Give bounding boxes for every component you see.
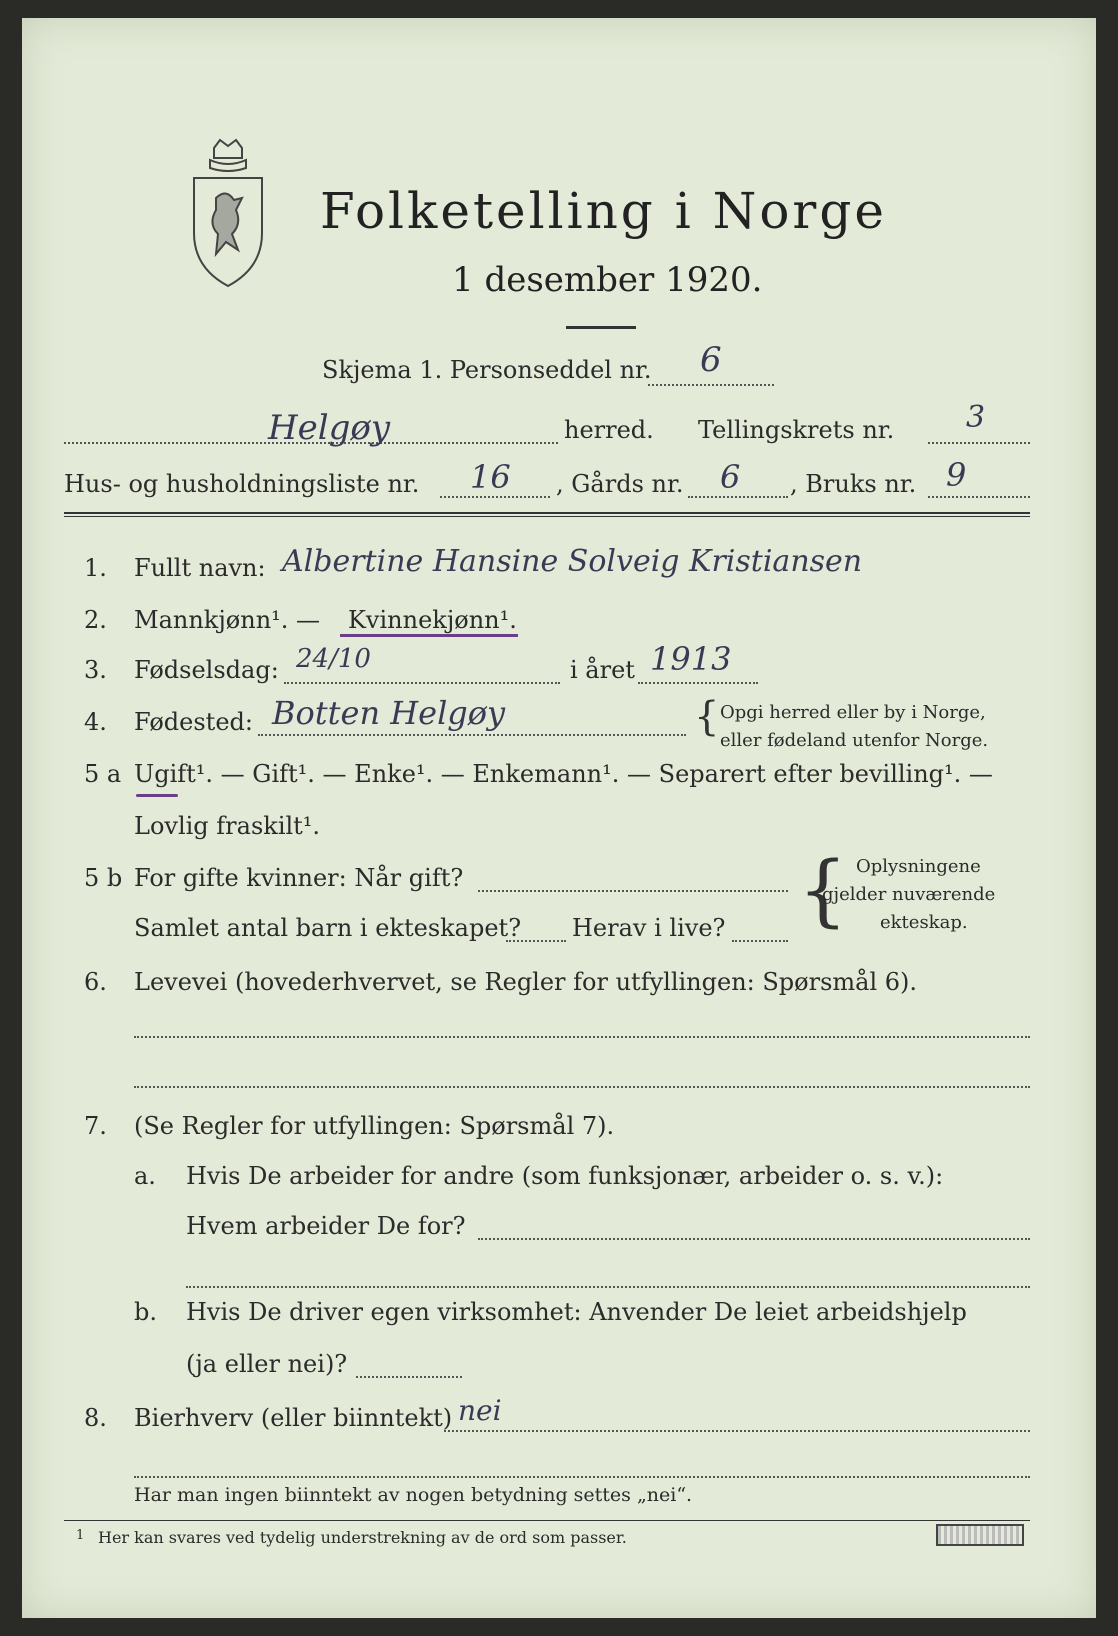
q2-label-male: Mannkjønn¹. — — [134, 606, 321, 634]
tellingskrets-value: 3 — [966, 400, 986, 435]
q3-birth-year: 1913 — [650, 640, 732, 678]
q3-birth-date: 24/10 — [296, 644, 371, 674]
q7a-label-2: Hvem arbeider De for? — [186, 1212, 466, 1240]
q5a-label: Ugift¹. — Gift¹. — Enke¹. — Enkemann¹. — Separert efter bevilling¹. — — [134, 760, 993, 788]
q3-line — [284, 682, 560, 684]
q4-number: 4. — [84, 708, 107, 736]
tellingskrets-line — [928, 442, 1030, 444]
q3-year-label: i året — [570, 656, 635, 684]
header-rule-2 — [64, 516, 1030, 517]
bruks-line — [928, 496, 1030, 498]
q6-label: Levevei (hovederhvervet, se Regler for utfyllingen: Spørsmål 6). — [134, 968, 918, 996]
q7a-label: Hvis De arbeider for andre (som funksjonær, arbeider o. s. v.): — [186, 1162, 944, 1190]
q6-number: 6. — [84, 968, 107, 996]
form-title: Folketelling i Norge — [320, 182, 887, 240]
q5b-married-line — [478, 890, 788, 892]
hus-label: Hus- og husholdningsliste nr. — [64, 470, 420, 498]
personseddel-number: 6 — [700, 340, 722, 380]
hus-value: 16 — [470, 458, 511, 496]
q8-value: nei — [458, 1394, 502, 1427]
q7a-letter: a. — [134, 1162, 156, 1190]
q4-birthplace: Botten Helgøy — [272, 694, 506, 732]
q4-brace: { — [694, 694, 720, 740]
skjema-line — [648, 384, 774, 386]
q3-number: 3. — [84, 656, 107, 684]
tellingskrets-label: Tellingskrets nr. — [698, 416, 895, 444]
herred-label: herred. — [564, 416, 654, 444]
footnote-mark: 1 — [76, 1528, 85, 1543]
q4-line — [258, 734, 686, 736]
q6-line-2 — [134, 1086, 1030, 1088]
q7-number: 7. — [84, 1112, 107, 1140]
gards-label: , Gårds nr. — [556, 470, 684, 498]
q5b-note-3: ekteskap. — [880, 912, 968, 933]
q5b-children-line — [506, 940, 566, 942]
q7a-line-1 — [478, 1238, 1030, 1240]
q5b-note-1: Oplysningene — [856, 856, 981, 877]
q7-label: (Se Regler for utfyllingen: Spørsmål 7). — [134, 1112, 615, 1140]
q8-number: 8. — [84, 1404, 107, 1432]
gards-line — [688, 496, 788, 498]
title-divider — [566, 326, 636, 329]
q7b-line — [356, 1376, 462, 1378]
q7b-label: Hvis De driver egen virksomhet: Anvender De leiet arbeidshjelp — [186, 1298, 967, 1326]
q5b-number: 5 b — [84, 864, 123, 892]
q1-number: 1. — [84, 554, 107, 582]
q3-label: Fødselsdag: — [134, 656, 279, 684]
q1-full-name: Albertine Hansine Solveig Kristiansen — [282, 544, 863, 579]
bruks-label: , Bruks nr. — [790, 470, 917, 498]
q8-note: Har man ingen biinntekt av nogen betydning settes „nei“. — [134, 1484, 693, 1506]
q8-label: Bierhverv (eller biinntekt) — [134, 1404, 453, 1432]
footnote-text: Her kan svares ved tydelig understrekning av de ord som passer. — [98, 1528, 627, 1547]
q1-label: Fullt navn: — [134, 554, 266, 582]
footnote-rule — [64, 1520, 1030, 1521]
q5a-label-2: Lovlig fraskilt¹. — [134, 812, 321, 840]
skjema-label: Skjema 1. Personseddel nr. — [322, 356, 652, 384]
q8-line-2 — [134, 1476, 1030, 1478]
q3-year-line — [638, 682, 758, 684]
norwegian-coat-of-arms-icon — [186, 138, 270, 288]
header-rule-1 — [64, 512, 1030, 514]
q6-line-1 — [134, 1036, 1030, 1038]
q5b-alive-label: Herav i live? — [572, 914, 726, 942]
census-date: 1 desember 1920. — [452, 260, 763, 300]
q5b-alive-line — [732, 940, 788, 942]
herred-value: Helgøy — [268, 408, 391, 448]
q2-female-underline — [340, 634, 518, 637]
q4-note-1: Opgi herred eller by i Norge, — [720, 702, 986, 723]
q5b-label: For gifte kvinner: Når gift? — [134, 864, 464, 892]
q4-label: Fødested: — [134, 708, 253, 736]
bruks-value: 9 — [946, 456, 967, 494]
gards-value: 6 — [720, 458, 741, 496]
q7a-line-2 — [186, 1286, 1030, 1288]
hus-line — [440, 496, 550, 498]
q2-number: 2. — [84, 606, 107, 634]
q5a-number: 5 a — [84, 760, 122, 788]
q7b-label-2: (ja eller nei)? — [186, 1350, 348, 1378]
q7b-letter: b. — [134, 1298, 157, 1326]
printer-stamp-icon — [936, 1524, 1024, 1546]
q5b-note-2: gjelder nuværende — [822, 884, 996, 905]
q4-note-2: eller fødeland utenfor Norge. — [720, 730, 989, 751]
q5b-children-label: Samlet antal barn i ekteskapet? — [134, 914, 522, 942]
q2-label-female: Kvinnekjønn¹. — [348, 606, 517, 634]
q8-line-1 — [444, 1430, 1030, 1432]
q5b-brace: { — [798, 846, 848, 936]
q5a-ugift-underline — [136, 794, 178, 797]
